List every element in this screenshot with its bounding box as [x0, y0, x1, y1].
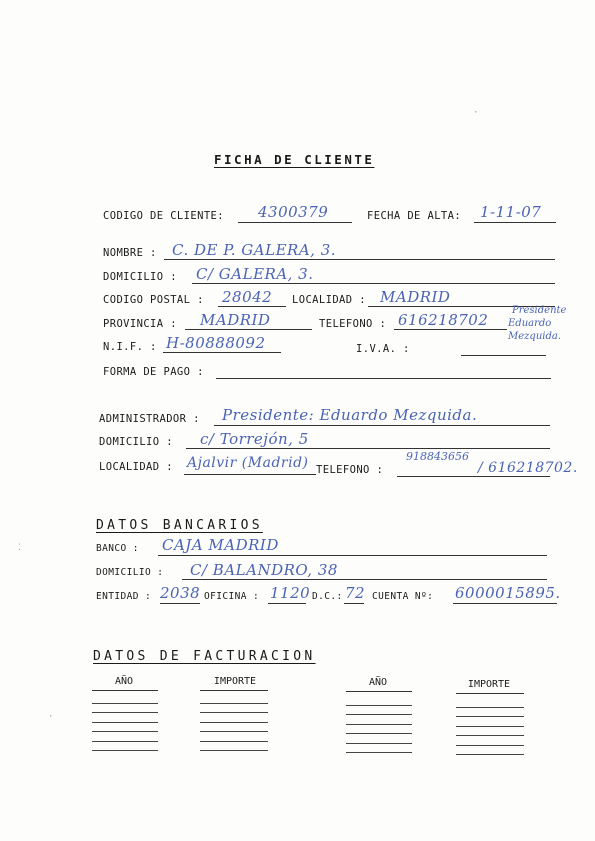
oficina-value[interactable]: 1120: [270, 584, 311, 602]
col-ano-2-header: AÑO: [368, 677, 388, 688]
col-ano-2-entries: [346, 705, 412, 761]
telefono-label: TELEFONO :: [319, 318, 387, 330]
col-ano-1-entries: [92, 703, 158, 759]
entry-line[interactable]: [456, 726, 524, 727]
entry-line[interactable]: [346, 743, 412, 744]
entry-line[interactable]: [346, 752, 412, 753]
domicilio-value[interactable]: C/ GALERA, 3.: [196, 265, 314, 283]
admin-localidad-label: LOCALIDAD :: [99, 461, 173, 473]
nif-line: [163, 352, 281, 353]
dc-label: D.C.:: [312, 591, 343, 602]
administrador-label: ADMINISTRADOR :: [99, 413, 200, 425]
provincia-label: PROVINCIA :: [103, 318, 177, 330]
entry-line[interactable]: [346, 714, 412, 715]
dc-line: [344, 603, 364, 604]
fecha-alta-line: [474, 222, 556, 223]
telefono-note-line3: Mezquida.: [508, 331, 562, 342]
entry-line[interactable]: [456, 754, 524, 755]
codigo-postal-label: CODIGO POSTAL :: [103, 294, 204, 306]
localidad-value[interactable]: MADRID: [380, 288, 451, 306]
iva-label: I.V.A. :: [356, 343, 410, 355]
admin-domicilio-value[interactable]: c/ Torrejón, 5: [200, 430, 309, 448]
entry-line[interactable]: [346, 705, 412, 706]
admin-localidad-value[interactable]: Ajalvir (Madrid): [187, 455, 309, 471]
nif-label: N.I.F. :: [103, 341, 157, 353]
col-ano-1-header-line: [92, 690, 158, 691]
codigo-postal-line: [218, 306, 286, 307]
fecha-alta-label: FECHA DE ALTA:: [367, 210, 462, 222]
scan-speck: ·: [473, 108, 479, 118]
entry-line[interactable]: [456, 735, 524, 736]
entry-line[interactable]: [200, 722, 268, 723]
codigo-cliente-value[interactable]: 4300379: [258, 203, 329, 221]
admin-domicilio-line: [186, 448, 550, 449]
entry-line[interactable]: [92, 741, 158, 742]
admin-domicilio-label: DOMICILIO :: [99, 436, 173, 448]
entidad-value[interactable]: 2038: [160, 584, 201, 602]
admin-telefono-label: TELEFONO :: [316, 464, 384, 476]
telefono-line: [394, 329, 507, 330]
telefono-value[interactable]: 616218702: [398, 311, 489, 329]
entry-line[interactable]: [456, 716, 524, 717]
banco-domicilio-value[interactable]: C/ BALANDRO, 38: [190, 561, 338, 579]
entry-line[interactable]: [456, 745, 524, 746]
provincia-value[interactable]: MADRID: [200, 311, 271, 329]
fecha-alta-value[interactable]: 1-11-07: [480, 203, 542, 221]
provincia-line: [185, 329, 312, 330]
entry-line[interactable]: [200, 703, 268, 704]
col-importe-1-header-line: [200, 690, 268, 691]
entry-line[interactable]: [346, 724, 412, 725]
cuenta-label: CUENTA Nº:: [372, 591, 434, 602]
banco-value[interactable]: CAJA MADRID: [162, 536, 279, 554]
forma-pago-label: FORMA DE PAGO :: [103, 366, 204, 378]
col-importe-2-header-line: [456, 693, 524, 694]
entry-line[interactable]: [92, 712, 158, 713]
codigo-postal-value[interactable]: 28042: [222, 288, 273, 306]
codigo-cliente-label: CODIGO DE CLIENTE:: [103, 210, 224, 222]
cuenta-value[interactable]: 6000015895.: [455, 584, 561, 602]
administrador-value[interactable]: Presidente: Eduardo Mezquida.: [222, 406, 478, 424]
domicilio-line: [192, 283, 555, 284]
entry-line[interactable]: [200, 712, 268, 713]
nombre-label: NOMBRE :: [103, 247, 157, 259]
admin-telefono-value-2[interactable]: / 616218702.: [478, 460, 578, 476]
banco-domicilio-label: DOMICILIO :: [96, 567, 164, 578]
col-importe-1-entries: [200, 703, 268, 759]
oficina-line: [268, 603, 306, 604]
entry-line[interactable]: [200, 731, 268, 732]
banco-label: BANCO :: [96, 543, 139, 554]
banco-line: [158, 555, 547, 556]
col-importe-2-header: IMPORTE: [467, 679, 511, 690]
scan-speck: ⁚: [18, 543, 21, 553]
entry-line[interactable]: [92, 722, 158, 723]
col-importe-2-entries: [456, 707, 524, 763]
entry-line[interactable]: [200, 750, 268, 751]
nif-value[interactable]: H-80888092: [166, 334, 266, 352]
entidad-label: ENTIDAD :: [96, 591, 152, 602]
entry-line[interactable]: [92, 731, 158, 732]
col-ano-1-header: AÑO: [114, 676, 134, 687]
iva-line[interactable]: [461, 355, 546, 356]
admin-telefono-value-1[interactable]: 918843656: [406, 450, 469, 463]
admin-telefono-line: [397, 476, 550, 477]
datos-bancarios-heading: DATOS BANCARIOS: [96, 518, 263, 533]
telefono-note-line2: Eduardo: [508, 318, 552, 329]
localidad-label: LOCALIDAD :: [292, 294, 366, 306]
admin-localidad-line: [184, 474, 316, 475]
col-ano-2-header-line: [346, 691, 412, 692]
telefono-note-line1: Presidente: [512, 305, 567, 316]
entry-line[interactable]: [346, 733, 412, 734]
nombre-line: [164, 259, 555, 260]
dc-value[interactable]: 72: [345, 584, 366, 602]
domicilio-label: DOMICILIO :: [103, 271, 177, 283]
entidad-line: [160, 603, 200, 604]
col-importe-1-header: IMPORTE: [213, 676, 257, 687]
scan-speck: ·: [48, 712, 54, 722]
datos-facturacion-heading: DATOS DE FACTURACION: [93, 649, 316, 664]
form-title: FICHA DE CLIENTE: [214, 152, 375, 167]
administrador-line: [214, 425, 550, 426]
entry-line[interactable]: [92, 703, 158, 704]
entry-line[interactable]: [200, 741, 268, 742]
nombre-value[interactable]: C. DE P. GALERA, 3.: [172, 241, 337, 259]
entry-line[interactable]: [92, 750, 158, 751]
entry-line[interactable]: [456, 707, 524, 708]
oficina-label: OFICINA :: [204, 591, 260, 602]
banco-domicilio-line: [182, 579, 547, 580]
forma-pago-line[interactable]: [216, 378, 551, 379]
codigo-cliente-line: [238, 222, 352, 223]
cuenta-line: [453, 603, 557, 604]
